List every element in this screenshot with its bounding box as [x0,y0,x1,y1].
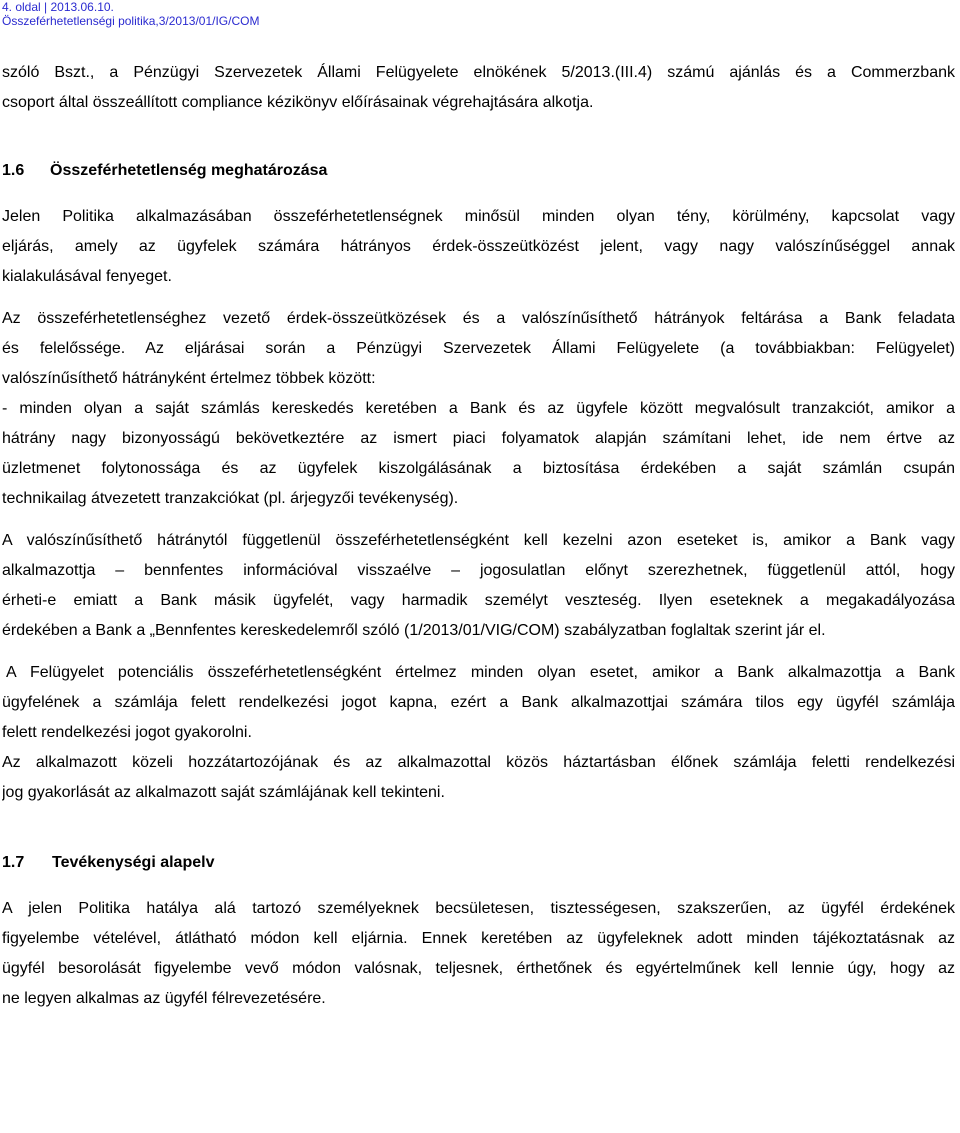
text-line: jog gyakorlását az alkalmazott saját számlájának kell tekinteni. [2,784,445,801]
section-heading-1-7 [2,848,955,878]
section-number: 1.6 [2,162,25,179]
text-line: üzletmenet folytonossága és az ügyfelek kiszolgálásának a biztosítása érdekében a saját számlán csupán [2,460,955,477]
section-title: Összeférhetetlenség meghatározása [50,162,328,179]
section-number: 1.7 [2,854,25,871]
text-line: kialakulásával fenyeget. [2,268,172,285]
text-line: A jelen Politika hatálya alá tartozó személyeknek becsületesen, tisztességesen, szakszerűen, az ügyfél érdekének [2,900,955,917]
text-line: eljárás, amely az ügyfelek számára hátrányos érdek-összeütközést jelent, vagy nagy valószínűséggel annak [2,238,955,255]
text-line: szóló Bszt., a Pénzügyi Szervezetek Állami Felügyelete elnökének 5/2013.(III.4) számú ajánlás és a Commerzbank [2,64,955,81]
paragraph [2,748,955,808]
text-line: és felelőssége. Az eljárásai során a Pénzügyi Szervezetek Állami Felügyelete (a továbbiakban: Felügyelet) [2,340,955,357]
text-line: Az alkalmazott közeli hozzátartozójának és az alkalmazottal közös háztartásban élőnek számlája feletti rendelkezési [2,754,955,771]
text-line: érheti-e emiatt a Bank másik ügyfelét, vagy harmadik személyt veszteség. Ilyen eseteknek a megakadályozása [2,592,955,609]
text-line: technikailag átvezetett tranzakciókat (pl. árjegyzői tevékenység). [2,490,459,507]
text-line [2,658,955,688]
section-heading-1-6 [2,156,955,186]
text-line: A valószínűsíthető hátránytól függetlenül összeférhetetlenségként kell kezelni azon eseteket is, amikor a Bank vagy [2,532,955,549]
text-line: ne legyen alkalmas az ügyfél félrevezetésére. [2,990,326,1007]
paragraph [2,894,955,1014]
text-line: Jelen Politika alkalmazásában összeférhetetlenségnek minősül minden olyan tény, körülmény, kapcsolat vagy [2,208,955,225]
text-line-content: A Felügyelet potenciális összeférhetetlenségként értelmez minden olyan esetet, amikor a Bank alkalmazottja a Bank [6,664,955,681]
text-line: alkalmazottja – bennfentes információval visszaélve – jogosulatlan előnyt szerezhetnek, függetlenül attól, hogy [2,562,955,579]
text-line: ügyfelének a számlája felett rendelkezési jogot kapna, ezért a Bank alkalmazottjai számára tilos egy ügyfél számlája [2,694,955,711]
paragraph [2,304,955,514]
text-line: felett rendelkezési jogot gyakorolni. [2,724,252,741]
page-header-date: 4. oldal | 2013.06.10. [2,0,114,14]
text-line: figyelembe vételével, átlátható módon kell eljárnia. Ennek keretében az ügyfeleknek adott minden tájékoztatásnak az [2,930,955,947]
section-title: Tevékenységi alapelv [52,854,215,871]
document-body [2,58,955,1014]
text-line: - minden olyan a saját számlás kereskedés keretében a Bank és az ügyfele között megvalósult tranzakciót, amikor a [2,400,955,417]
page-header-doc-title: Összeférhetetlenségi politika,3/2013/01/IG/COM [2,14,260,28]
paragraph [2,658,955,748]
text-line: Az összeférhetetlenséghez vezető érdek-összeütközések és a valószínűsíthető hátrányok feltárása a Bank feladata [2,310,955,327]
text-line: hátrány nagy bizonyosságú bekövetkeztére az ismert piaci folyamatok alapján számítani lehet, ide nem értve az [2,430,955,447]
text-line: ügyfél besorolását figyelembe vevő módon valósnak, teljesnek, érthetőnek és egyértelműnek kell lennie úgy, hogy az [2,960,955,977]
paragraph [2,202,955,292]
text-line: valószínűsíthető hátrányként értelmez többek között: [2,370,376,387]
paragraph [2,526,955,646]
text-line: csoport által összeállított compliance kézikönyv előírásainak végrehajtására alkotja. [2,94,594,111]
intro-paragraph [2,58,955,118]
text-line: érdekében a Bank a „Bennfentes kereskedelemről szóló (1/2013/01/VIG/COM) szabályzatban foglaltak szerint jár el. [2,622,826,639]
